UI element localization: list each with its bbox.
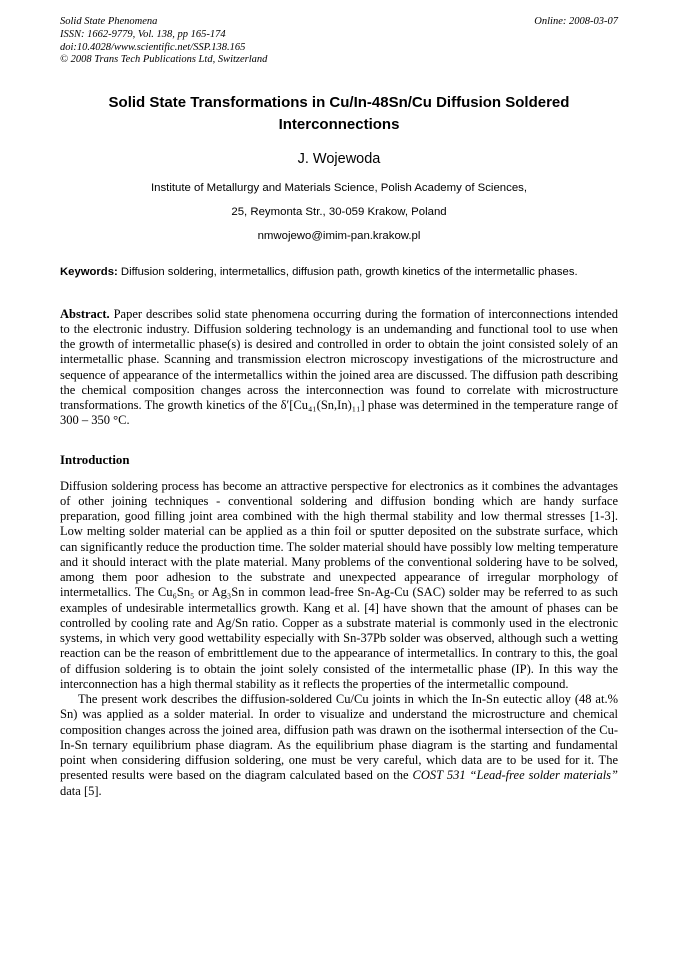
online-date: Online: 2008-03-07 bbox=[534, 16, 618, 27]
introduction-paragraph-2 bbox=[60, 692, 618, 799]
page-content bbox=[60, 0, 618, 799]
journal-name: Solid State Phenomena bbox=[60, 16, 158, 27]
paragraph-2-text-end: data [5]. bbox=[60, 783, 102, 798]
paragraph-2-italic-citation: COST 531 “Lead-free solder materials” bbox=[412, 768, 618, 783]
author-email: nmwojewo@imim-pan.krakow.pl bbox=[257, 229, 421, 242]
paragraph-2-text-start: The present work describes the diffusion-soldered Cu/Cu joints in which the In-Sn eutectic alloy (48 at.% Sn) was applied as a solder material. In order to visualize and understand the microstructure and chemical composition changes across the joined area, diffusion path was drawn on the isothermal intersection of the Cu-In-Sn ternary equilibrium phase diagram. As the equilibrium phase diagram is the starting and fundamental point when considering diffusion soldering, one must be very careful, which data are to be used for it. The presented results were based on the diagram calculated based on the bbox=[60, 692, 618, 783]
journal-header bbox=[60, 16, 618, 67]
abstract-label: Abstract. bbox=[60, 306, 110, 321]
abstract-section bbox=[60, 307, 618, 429]
keywords-label: Keywords: bbox=[60, 265, 118, 278]
journal-header-left bbox=[60, 16, 267, 67]
abstract-text: Paper describes solid state phenomena occurring during the formation of interconnections intended to the electronic industry. Diffusion soldering technology is an undemanding and functional tool to use when the growth of intermetallic phase(s) is desired and controlled in order to obtain the joint consisted solely of an intermetallic phase. Scanning and transmission electron microscopy investigations of the microstructure and sequence of appearance of the intermetallics within the joined area are discussed. The diffusion path describing the chemical composition changes across the interconnection was found to correlate with microstructure transformations. The growth kinetics of the δ′[Cu₄₁(Sn,In)₁₁] phase was determined in the temperature range of 300 – 350 °C. bbox=[60, 306, 618, 428]
paper-title: Solid State Transformations in Cu/In-48Sn/Cu Diffusion Soldered Interconnections bbox=[108, 94, 570, 133]
introduction-paragraph-1: Diffusion soldering process has become an attractive perspective for electronics as it combines the advantages of other joining techniques - conventional soldering and diffusion bonding which are handy surface preparation, good filling joint area combined with the high thermal stability and low thermal stresses [1-3]. Low melting solder material can be applied as a thin foil or sputter deposited on the substrate surface, which can significantly reduce the production time. The solder material should have possibly low melting temperature and it should interact with the plate material. Many problems of the conventional soldering have to be solved, among them poor adhesion to the substrate and unexpected appearance of irregular morphology of intermetallics. The Cu₆Sn₅ or Ag₃Sn in common lead-free Sn-Ag-Cu (SAC) solder may be referred to as such examples of undesirable intermetallics growth. Kang et al. [4] have shown that the amount of phases can be controlled by cooling rate and Ag/Sn ratio. Copper as a substrate material is commonly used in the electronic systems, in which very good wettability especially with Sn-37Pb solder was observed, although such a wetting reaction can be the reason of embrittlement due to the appearance of intermetallics. In contrary to this, the goal of diffusion soldering is to obtain the joint solely consisted of the intermetallic phase (IP). In this way the interconnection has a high thermal stability as it reflects the properties of the intermetallic compound. bbox=[60, 478, 618, 691]
issn-line: ISSN: 1662-9779, Vol. 138, pp 165-174 bbox=[60, 28, 226, 40]
author-affiliation: Institute of Metallurgy and Materials Science, Polish Academy of Sciences, bbox=[150, 181, 528, 194]
doi-line: doi:10.4028/www.scientific.net/SSP.138.165 bbox=[60, 41, 246, 53]
keywords-section bbox=[60, 264, 618, 280]
copyright-line: © 2008 Trans Tech Publications Ltd, Switzerland bbox=[60, 54, 268, 66]
affiliation-address: 25, Reymonta Str., 30-059 Krakow, Poland bbox=[231, 205, 447, 218]
keywords-text: Diffusion soldering, intermetallics, diffusion path, growth kinetics of the intermetallic phases. bbox=[117, 265, 578, 278]
author-name: J. Wojewoda bbox=[297, 150, 381, 167]
introduction-heading: Introduction bbox=[60, 452, 130, 467]
